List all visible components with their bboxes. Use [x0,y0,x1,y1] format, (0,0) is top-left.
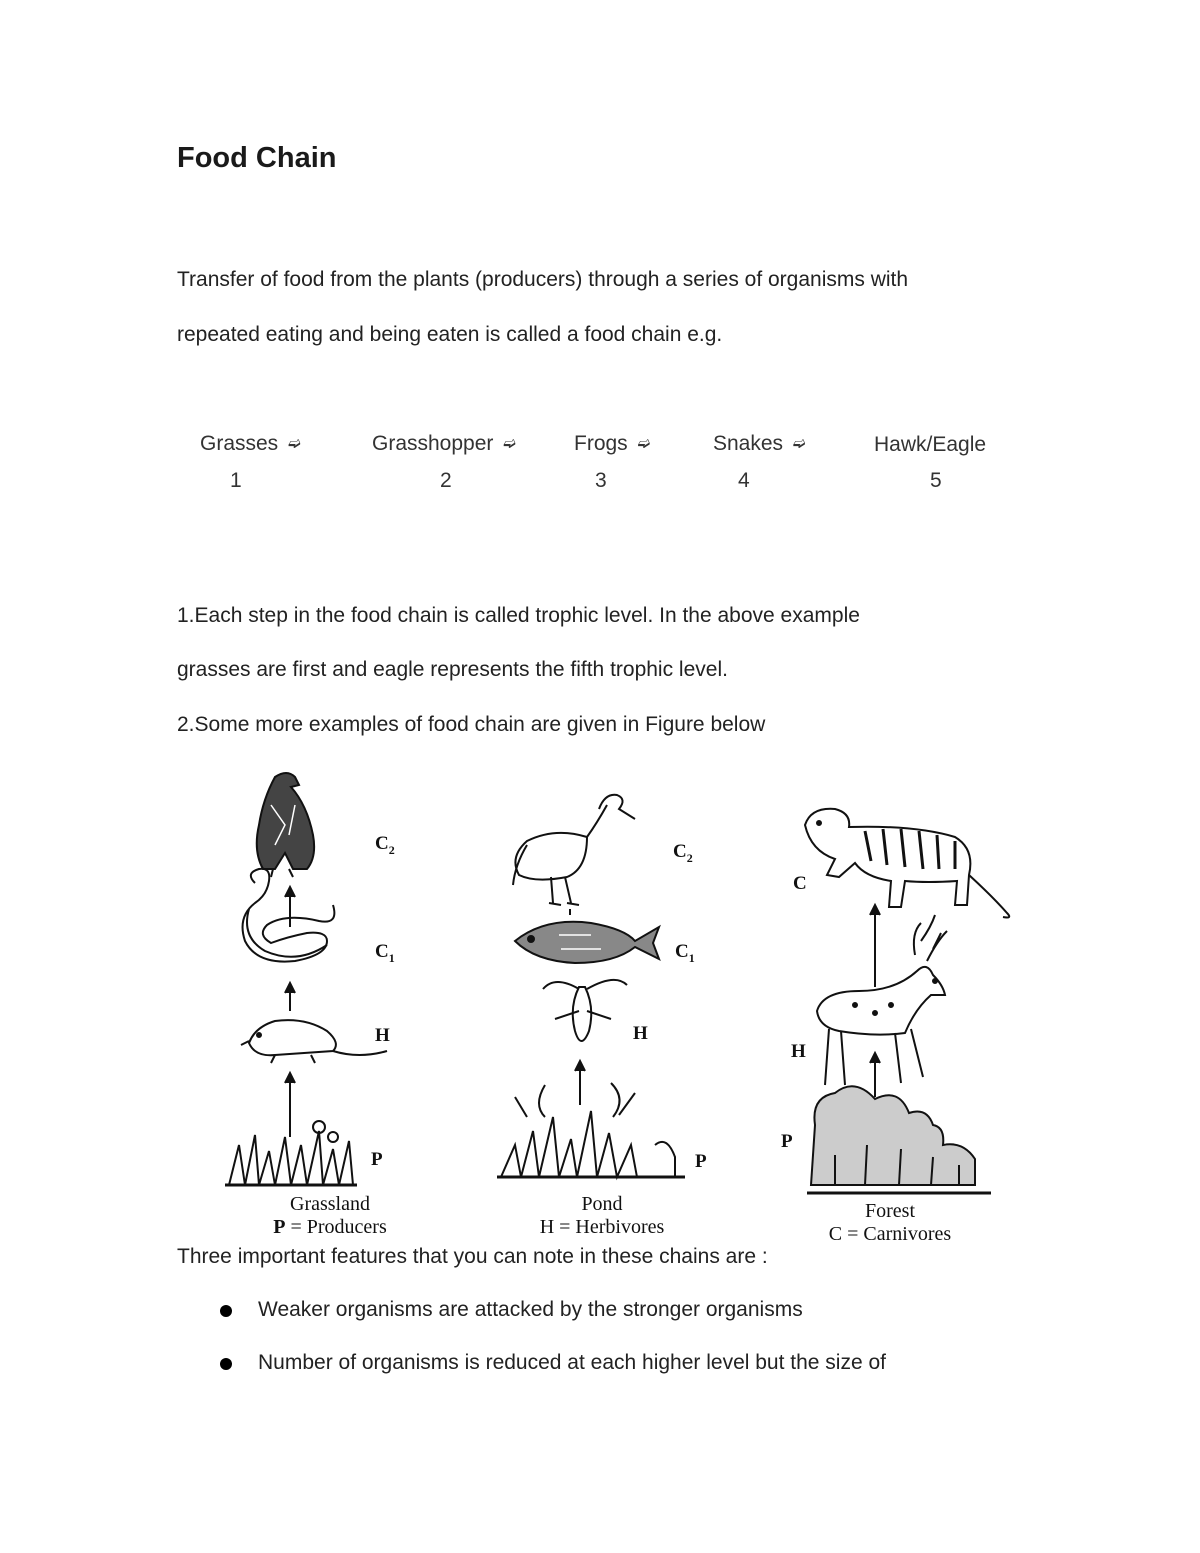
forest-level-p: P [781,1131,793,1152]
pond-level-h: H [633,1023,648,1044]
arrow-icon: ➫ [793,435,806,452]
chain-item-grasses [200,432,301,456]
legend-producers: P = Producers [273,1216,387,1238]
chain-item-snakes [713,432,806,456]
grassland-level-c1: $C_1$ [375,941,395,965]
chain-item-label: Grasses [200,432,279,455]
pond-name: Pond [581,1193,623,1215]
chain-number: 5 [930,469,942,492]
point-1-line-2: grasses are first and eagle represents the fifth trophic level. [177,658,728,681]
water-insect-illustration [543,980,627,1041]
pond-caption [527,1193,677,1239]
chain-number: 4 [738,469,750,492]
arrow-icon: ➫ [288,435,301,452]
arrow-head [285,983,295,993]
arrow-head [285,1073,295,1083]
forest-level-c: C [793,873,807,894]
food-chain-figure [215,765,1015,1250]
grassland-name: Grassland [290,1193,370,1215]
rat-illustration [241,1020,387,1063]
arrow-head [870,1053,880,1063]
legend-carnivores: C = Carnivores [828,1223,952,1245]
chain-item-hawk-eagle [874,433,986,457]
forest-level-h: H [791,1041,806,1062]
fish-illustration [515,922,659,963]
snake-illustration [243,869,335,962]
pond-level-c1: $C_1$ [675,941,695,965]
intro-line-1: Transfer of food from the plants (producers) through a series of organisms with [177,268,909,291]
tiger-illustration [805,809,1009,918]
chain-number: 1 [230,469,242,492]
arrow-icon: ➫ [503,435,516,452]
feature-item: Weaker organisms are attacked by the stronger organisms [258,1298,803,1321]
eagle-illustration [257,773,314,877]
chain-item-label: Snakes [713,432,784,455]
intro-line-2: repeated eating and being eaten is called a food chain e.g. [177,323,723,346]
grassland-level-p: P [371,1149,383,1170]
pond-level-p: P [695,1151,707,1172]
figure-illustrations [215,765,1015,1250]
bullet-icon [220,1358,232,1370]
forest-caption [815,1200,965,1246]
legend-herbivores: H = Herbivores [539,1216,665,1238]
bullet-icon [220,1305,232,1317]
arrow-head [285,887,295,897]
pond-level-c2: $C_2$ [673,841,693,865]
arrow-icon: ➫ [637,435,651,452]
chain-item-label: Grasshopper [372,432,494,455]
features-intro: Three important features that you can note in these chains are : [177,1245,768,1268]
forest-name: Forest [865,1200,915,1222]
heron-illustration [513,795,635,905]
page-title: Food Chain [177,142,337,174]
chain-number: 2 [440,469,452,492]
chain-item-frogs [574,432,650,456]
chain-item-label: Frogs [574,432,628,455]
chain-item-label: Hawk/Eagle [874,433,987,456]
forest-trees-illustration [807,1086,991,1193]
pond-plants-illustration [497,1083,685,1177]
feature-item: Number of organisms is reduced at each higher level but the size of [258,1351,887,1374]
grassland-caption [255,1193,405,1239]
grassland-level-c2: $C_2$ [375,833,395,857]
deer-illustration [817,915,947,1085]
grassland-level-h: H [375,1025,390,1046]
chain-number: 3 [595,469,607,492]
chain-item-grasshopper [372,432,516,456]
arrow-head [870,905,880,915]
point-2: 2.Some more examples of food chain are given in Figure below [177,713,766,736]
point-1-line-1: 1.Each step in the food chain is called trophic level. In the above example [177,604,860,627]
arrow-head [575,1061,585,1071]
